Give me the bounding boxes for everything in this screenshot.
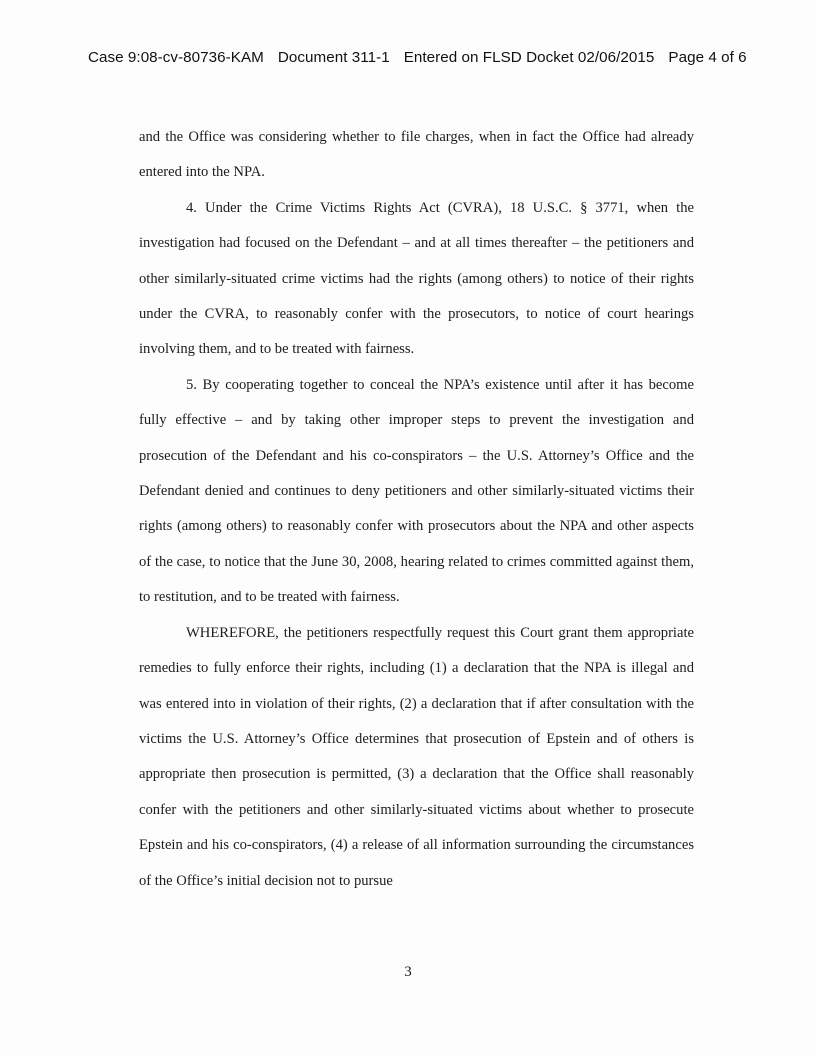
case-number: Case 9:08-cv-80736-KAM (88, 49, 264, 66)
case-header (88, 49, 758, 66)
paragraph-4: 4. Under the Crime Victims Rights Act (CVRA), 18 U.S.C. § 3771, when the investigation had focused on the Defendant – and at all times thereafter – the petitioners and other similarly-situated crime victims had the rights (among others) to notice of their rights under the CVRA, to reasonably confer with the prosecutors, to notice of court hearings involving them, and to be treated with fairness. (139, 199, 694, 358)
paragraph-continuation: and the Office was considering whether to file charges, when in fact the Office had already entered into the NPA. (139, 129, 694, 181)
page-indicator: Page 4 of 6 (668, 49, 747, 66)
paragraph-5: 5. By cooperating together to conceal the NPA’s existence until after it has become fully effective – and by taking other improper steps to prevent the investigation and prosecution of the Defendant and his co-conspirators – the U.S. Attorney’s Office and the Defendant denied and continues to deny petitioners and other similarly-situated victims their rights (among others) to reasonably confer with prosecutors about the NPA and other aspects of the case, to notice that the June 30, 2008, hearing related to crimes committed against them, to restitution, and to be treated with fairness. (139, 376, 694, 606)
docket-entry: Entered on FLSD Docket 02/06/2015 (403, 49, 655, 66)
document-body (139, 120, 694, 899)
page-number: 3 (404, 964, 412, 980)
document-number: Document 311-1 (277, 49, 390, 66)
paragraph-wherefore: WHEREFORE, the petitioners respectfully request this Court grant them appropriate remedies to fully enforce their rights, including (1) a declaration that the NPA is illegal and was entered into in violation of their rights, (2) a declaration that if after consultation with the victims the U.S. Attorney’s Office determines that prosecution of Epstein and of others is appropriate then prosecution is permitted, (3) a declaration that the Office shall reasonably confer with the petitioners and other similarly-situated victims about whether to prosecute Epstein and his co-conspirators, (4) a release of all information surrounding the circumstances of the Office’s initial decision not to pursue (139, 624, 694, 889)
